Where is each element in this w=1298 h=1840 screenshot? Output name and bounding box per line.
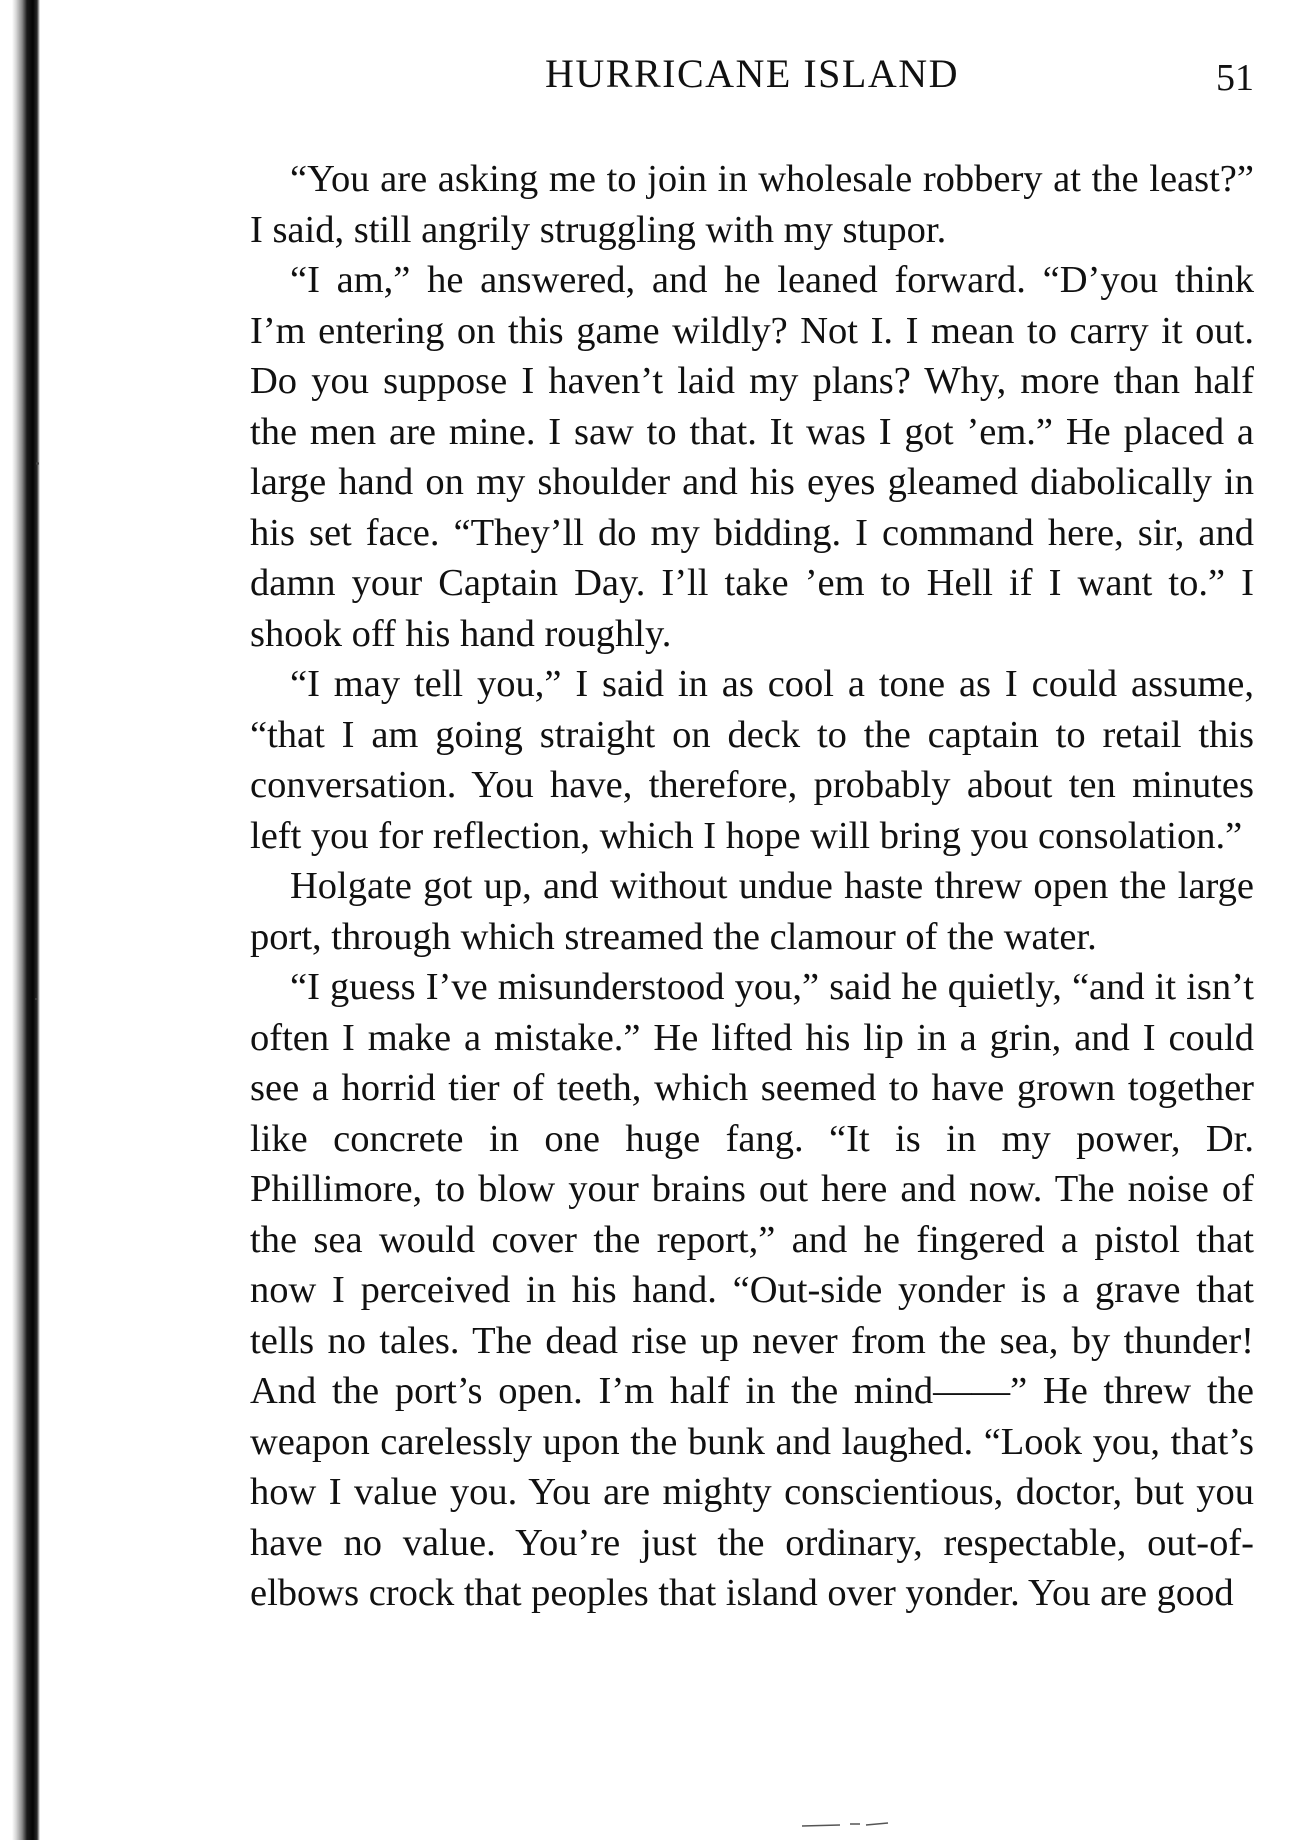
paragraph: “I guess I’ve misunderstood you,” said he quietly, “and it isn’t often I make a mistake.” He lifted his lip in a grin, and I could see a horrid tier of teeth, which seemed to have grown together like concrete in one huge fang. “It is in my power, Dr. Phillimore, to blow your brains out here and now. The noise of the sea would cover the report,” and he fingered a pistol that now I perceived in his hand. “Out-side yonder is a grave that tells no tales. The dead rise up never from the sea, by thunder! And the port’s open. I’m half in the mind——” He threw the weapon carelessly upon the bunk and laughed. “Look you, that’s how I value you. You are mighty conscientious, doctor, but you have no value. You’re just the ordinary, respectable, out-of-elbows crock that peoples that island over yonder. You are good bbox=[250, 966, 1254, 1614]
running-title: HURRICANE ISLAND bbox=[545, 51, 959, 96]
paragraph: Holgate got up, and without undue haste threw open the large port, through which streamed the clamour of the water. bbox=[250, 865, 1254, 958]
paragraph: “You are asking me to join in wholesale robbery at the least?” I said, still angrily struggling with my stupor. bbox=[250, 158, 1254, 251]
paragraph: “I am,” he answered, and he leaned forward. “D’you think I’m entering on this game wildly? Not I. I mean to carry it out. Do you suppose I haven’t laid my plans? Why, more than half the men are mine. I saw to that. It was I got ’em.” He placed a large hand on my shoulder and his eyes gleamed diabolically in his set face. “They’ll do my bidding. I command here, sir, and damn your Captain Day. I’ll take ’em to Hell if I want to.” I shook off his hand roughly. bbox=[250, 259, 1254, 655]
print-smudge-mark bbox=[800, 1822, 890, 1828]
page-binding-edge bbox=[0, 0, 40, 1840]
page-number: 51 bbox=[1216, 57, 1254, 99]
binding-speck bbox=[35, 998, 37, 1000]
binding-speck bbox=[36, 462, 39, 465]
page-header bbox=[250, 50, 1254, 98]
page-body bbox=[250, 154, 1254, 1619]
paragraph: “I may tell you,” I said in as cool a tone as I could assume, “that I am going straight on deck to the captain to retail this conversation. You have, therefore, probably about ten minutes left you for reflection, which I hope will bring you consolation.” bbox=[250, 663, 1254, 857]
